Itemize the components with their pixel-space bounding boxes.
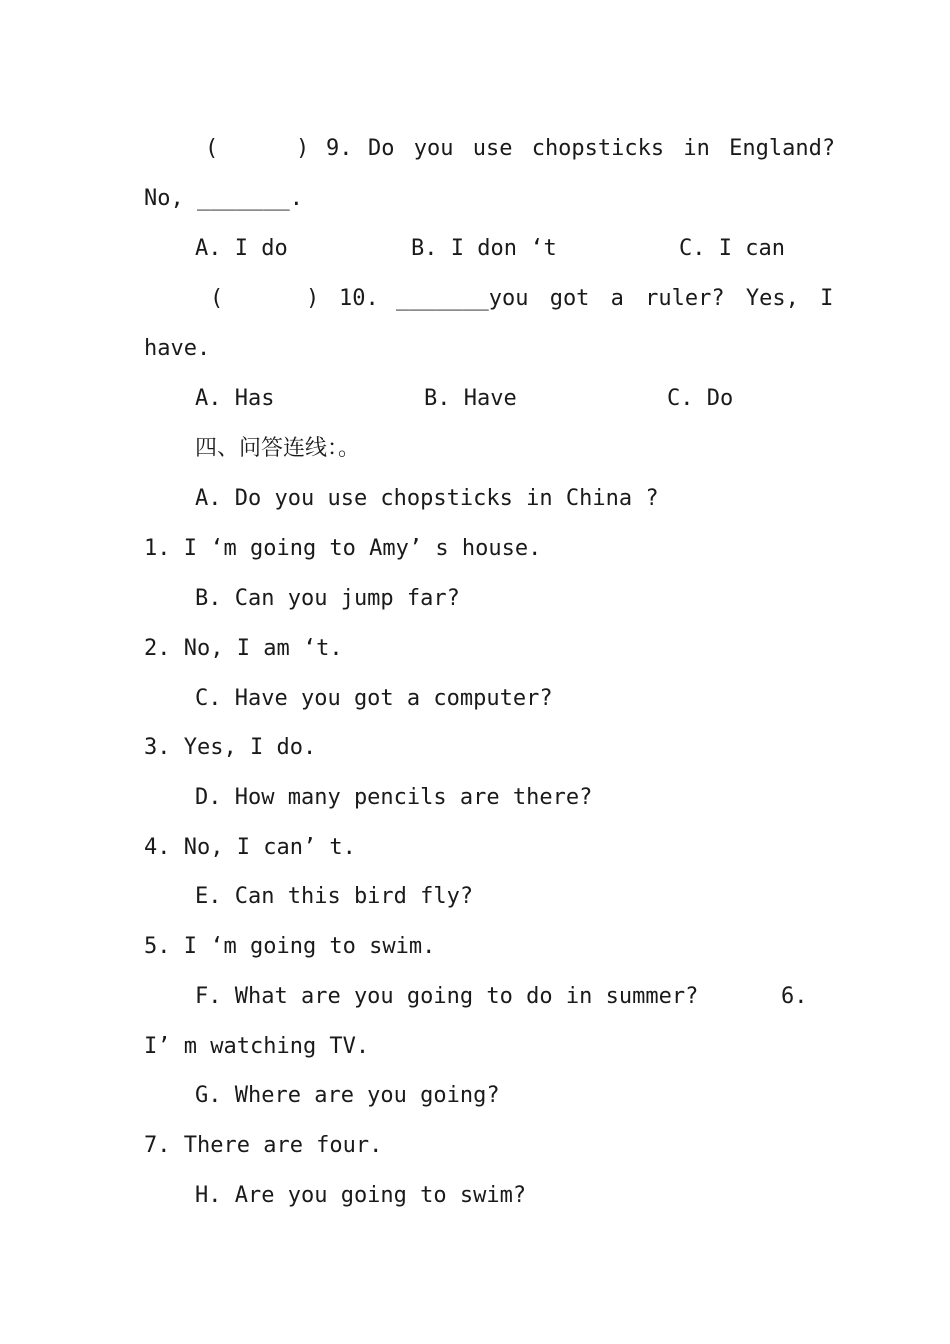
q9-paren-close: ): [296, 136, 310, 161]
q10-option-a: A. Has: [195, 386, 275, 411]
q10-paren-open: (: [210, 286, 224, 311]
q9-option-a: A. I do: [195, 236, 288, 261]
match-answer-7: 7. There are four.: [144, 1133, 383, 1158]
match-question-g: G. Where are you going?: [195, 1083, 500, 1108]
match-answer-3: 3. Yes, I do.: [144, 735, 317, 760]
match-question-h: H. Are you going to swim?: [195, 1183, 527, 1208]
match-question-a: A. Do you use chopsticks in China ?: [195, 486, 659, 511]
match-answer-2: 2. No, I am ‘t.: [144, 636, 343, 661]
q10-paren-close: ): [306, 286, 320, 311]
q9-text: Do you use chopsticks in England?: [368, 136, 836, 161]
q10-continuation: have.: [144, 336, 211, 361]
match-question-c: C. Have you got a computer?: [195, 686, 553, 711]
match-answer-1: 1. I ‘m going to Amy’ s house.: [144, 536, 542, 561]
match-question-b: B. Can you jump far?: [195, 586, 460, 611]
q9-paren-open: (: [205, 136, 219, 161]
q10-number: 10.: [339, 286, 379, 311]
q9-option-c: C. I can: [679, 236, 785, 261]
match-answer-6: I’ m watching TV.: [144, 1034, 370, 1059]
match-question-e: E. Can this bird fly?: [195, 884, 474, 909]
q10-option-b: B. Have: [424, 386, 517, 411]
section-4-heading: 四、问答连线：。: [195, 436, 361, 461]
q10-text: _______you got a ruler? Yes, I: [396, 286, 834, 311]
match-answer-5: 5. I ‘m going to swim.: [144, 934, 436, 959]
q9-continuation: No, _______.: [144, 186, 303, 211]
match-answer-4: 4. No, I can’ t.: [144, 835, 356, 860]
q9-option-b: B. I don ‘t: [411, 236, 557, 261]
q10-option-c: C. Do: [667, 386, 734, 411]
match-question-f: F. What are you going to do in summer?: [195, 984, 699, 1009]
match-question-d: D. How many pencils are there?: [195, 785, 593, 810]
q9-number: 9.: [326, 136, 353, 161]
match-answer-6-number: 6.: [781, 984, 808, 1009]
